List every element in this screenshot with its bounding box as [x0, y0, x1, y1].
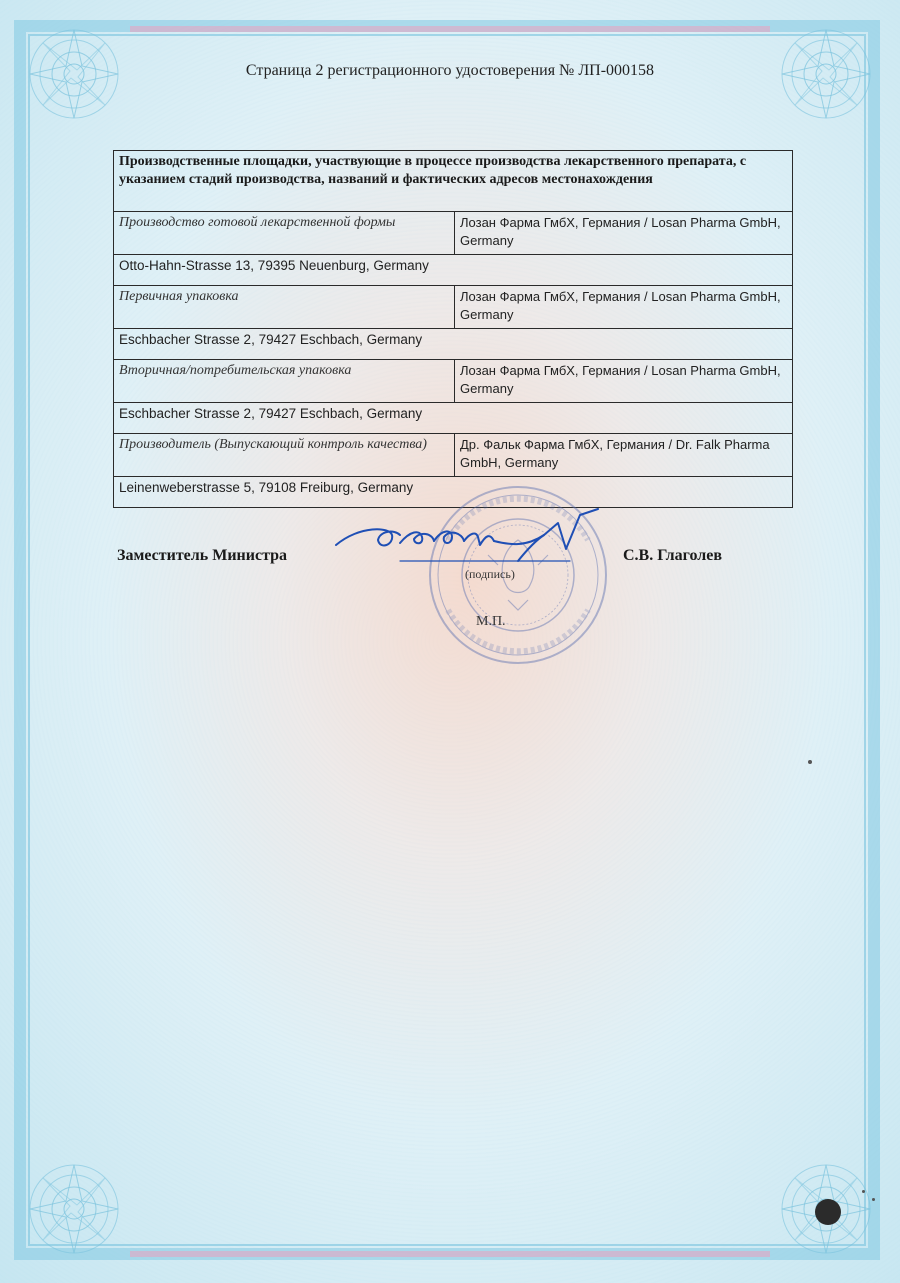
address-cell: Eschbacher Strasse 2, 79427 Eschbach, Germany [114, 329, 793, 360]
address-cell: Otto-Hahn-Strasse 13, 79395 Neuenburg, Germany [114, 255, 793, 286]
signatory-name: С.В. Глаголев [623, 547, 722, 564]
binding-hole [815, 1199, 841, 1225]
speck [862, 1190, 865, 1193]
speck [808, 760, 812, 764]
address-cell: Eschbacher Strasse 2, 79427 Eschbach, Germany [114, 403, 793, 434]
company-cell: Др. Фальк Фарма ГмбХ, Германия / Dr. Falk Pharma GmbH, Germany [455, 434, 793, 477]
stage-cell: Производитель (Выпускающий контроль качества) [114, 434, 455, 477]
table-row [114, 286, 793, 329]
address-cell: Leinenweberstrasse 5, 79108 Freiburg, Germany [114, 477, 793, 508]
table-heading-row [114, 151, 793, 212]
signature-caption: (подпись) [465, 567, 515, 581]
table-row [114, 360, 793, 403]
stage-cell: Производство готовой лекарственной формы [114, 212, 455, 255]
bottom-pink-band [130, 1251, 770, 1257]
production-sites-table [113, 150, 793, 508]
stage-cell: Вторичная/потребительская упаковка [114, 360, 455, 403]
top-pink-band [130, 26, 770, 32]
table-row [114, 403, 793, 434]
stage-cell: Первичная упаковка [114, 286, 455, 329]
company-cell: Лозан Фарма ГмбХ, Германия / Losan Pharma GmbH, Germany [455, 360, 793, 403]
table-row [114, 329, 793, 360]
speck [872, 1198, 875, 1201]
corner-rosette-icon [22, 1157, 126, 1261]
page-title: Страница 2 регистрационного удостоверения № ЛП-000158 [245, 62, 655, 79]
table-row [114, 212, 793, 255]
table-row [114, 434, 793, 477]
table-row [114, 255, 793, 286]
signatory-position: Заместитель Министра [117, 547, 288, 564]
handwritten-signature-icon [330, 505, 620, 575]
seal-caption: М.П. [476, 614, 506, 629]
table-heading: Производственные площадки, участвующие в процессе производства лекарственного препарата, с указанием стадий производства, названий и фактических адресов местонахождения [114, 151, 793, 212]
company-cell: Лозан Фарма ГмбХ, Германия / Losan Pharma GmbH, Germany [455, 286, 793, 329]
company-cell: Лозан Фарма ГмбХ, Германия / Losan Pharma GmbH, Germany [455, 212, 793, 255]
